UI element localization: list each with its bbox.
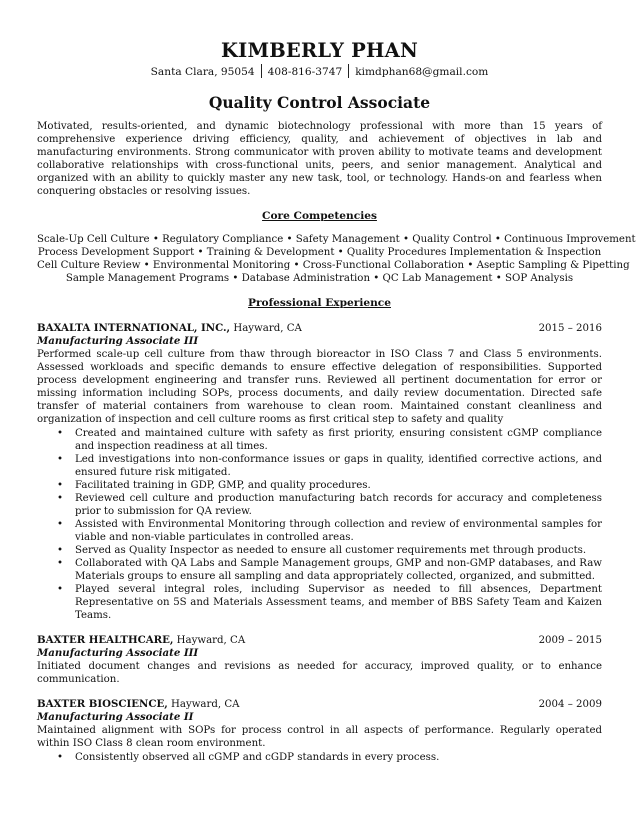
achievement-item: • Created and maintained culture with safety as first priority, ensuring consistent cGMP compliance and inspection readiness at all times. [75,427,602,453]
company-name: BAXTER BIOSCIENCE, [37,698,168,710]
company-location: Hayward, CA [173,635,246,646]
job-dates: 2009 – 2015 [538,635,602,646]
job-header [37,698,602,711]
achievement-item: • Facilitated training in GDP, GMP, and quality procedures. [75,479,602,492]
location-text: Santa Clara, 95054 [150,66,255,78]
company-name: BAXALTA INTERNATIONAL, INC., [37,322,231,334]
competencies-list [37,233,636,285]
competency-line: Scale-Up Cell Culture • Regulatory Compliance • Safety Management • Quality Control • Continuous Improvement [37,234,636,245]
achievement-list [37,751,602,764]
employer [37,634,245,647]
phone-text: 408-816-3747 [267,66,343,78]
company-name: BAXTER HEALTHCARE, [37,634,174,646]
separator-bar [261,64,262,78]
job-description: Performed scale-up cell culture from thaw through bioreactor in ISO Class 7 and Class 5 environments. Assessed workloads and specific demands to ensure effective delegation of responsibilities. Supported process development engineering and transfer runs. Reviewed all pertinent documentation for error or missing information including SOPs, process documents, and daily review documentation. Directed safe transfer of material containers from warehouse to clean room. Maintained constant cleanliness and organization of inspection and cell culture rooms as first critical step to safety and quality [37,349,602,425]
job-header [37,322,602,335]
job-entry-baxter-healthcare [37,634,602,686]
separator-bar [348,64,349,78]
company-location: Hayward, CA [167,699,240,710]
competency-line: Cell Culture Review • Environmental Monitoring • Cross-Functional Collaboration • Aseptic Sampling & Pipetting [37,260,630,271]
candidate-name: KIMBERLY PHAN [220,39,419,62]
achievement-item: • Collaborated with QA Labs and Sample Management groups, GMP and non-GMP databases, and Raw Materials groups to ensure all sampling and data appropriately collected, organized, and submitted. [75,557,602,583]
employer [37,322,302,335]
job-dates: 2015 – 2016 [538,323,602,334]
job-title: Manufacturing Associate II [37,711,194,723]
email-text: kimdphan68@gmail.com [355,66,489,78]
achievement-item: • Reviewed cell culture and production manufacturing batch records for accuracy and completeness prior to submission for QA review. [75,492,602,518]
employer [37,698,240,711]
core-competencies-heading: Core Competencies [262,210,377,222]
achievement-list [37,427,602,622]
achievement-item: • Led investigations into non-conformance issues or gaps in quality, identified corrective actions, and ensured future risk mitigated. [75,453,602,479]
achievement-item: • Assisted with Environmental Monitoring through collection and review of environmental samples for viable and non-viable particulates in controlled areas. [75,518,602,544]
competency-line: Process Development Support • Training & Development • Quality Procedures Implementation & Inspection [37,247,602,258]
job-entry-baxalta [37,322,602,622]
job-description: Initiated document changes and revisions as needed for accuracy, improved quality, or to enhance communication. [37,661,602,685]
summary-paragraph: Motivated, results-oriented, and dynamic biotechnology professional with more than 15 years of comprehensive experience driving efficiency, quality, and achievement of objectives in lab and manufacturing environments. Strong communicator with proven ability to motivate teams and development collaborative relationships with cross-functional units, peers, and senior management. Analytical and organized with an ability to quickly master any new task, tool, or technology. Hands-on and fearless when conquering obstacles or resolving issues. [37,121,602,197]
job-headline: Quality Control Associate [208,93,431,112]
company-location: Hayward, CA [230,323,302,334]
achievement-item: • Consistently observed all cGMP and cGDP standards in every process. [75,751,602,764]
job-description: Maintained alignment with SOPs for process control in all aspects of performance. Regularly operated within ISO Class 8 clean room environment. [37,725,602,749]
competency-line: Sample Management Programs • Database Administration • QC Lab Management • SOP Analysis [65,273,574,284]
contact-line [37,64,602,79]
job-header [37,634,602,647]
achievement-item: • Served as Quality Inspector as needed to ensure all customer requirements met through products. [75,544,602,557]
achievement-item: • Played several integral roles, including Supervisor as needed to fill absences, Department Representative on 5S and Materials Assessment teams, and member of BBS Safety Team and Kaizen Teams. [75,583,602,622]
job-entry-baxter-bioscience [37,698,602,764]
job-title: Manufacturing Associate III [37,335,199,347]
job-title: Manufacturing Associate III [37,647,199,659]
professional-experience-heading: Professional Experience [248,297,391,309]
job-dates: 2004 – 2009 [538,699,602,710]
